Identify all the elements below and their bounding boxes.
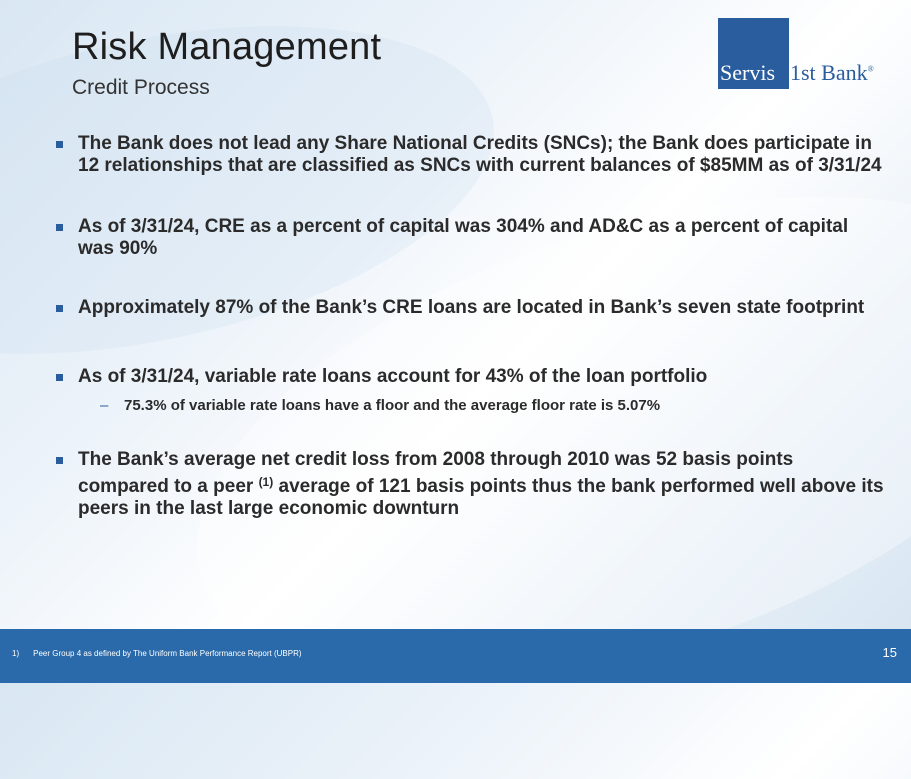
page-subtitle: Credit Process: [72, 76, 210, 99]
footnote-text: Peer Group 4 as defined by The Uniform Bank Performance Report (UBPR): [33, 649, 302, 658]
logo-text: [790, 60, 874, 89]
dash-marker: –: [100, 397, 109, 414]
bullet-text: As of 3/31/24, variable rate loans account for 43% of the loan portfolio: [78, 366, 708, 387]
bullet-item-variable-rate: [54, 366, 884, 416]
logo-box: [718, 18, 789, 89]
sub-bullet-text: 75.3% of variable rate loans have a floor and the average floor rate is 5.07%: [124, 397, 661, 414]
footnote-number: 1): [12, 649, 20, 658]
bullet-text-part2: average of 121 basis points thus the bank performed well above its peers in the last large economic downturn: [78, 476, 884, 519]
bullet-item-cre-footprint: Approximately 87% of the Bank’s CRE loans are located in Bank’s seven state footprint: [54, 297, 884, 319]
footer-bar: [0, 629, 911, 683]
footnote: [12, 649, 302, 658]
bullet-text-part1: The Bank’s average net credit loss from 2008 through 2010 was 52 basis points compared to a peer: [78, 449, 794, 497]
bullet-item-sncs: The Bank does not lead any Share National Credits (SNCs); the Bank does participate in 12 relationships that are classified as SNCs with current balances of $85MM as of 3/31/24: [54, 133, 884, 177]
registered-mark: ®: [867, 64, 874, 74]
logo-rest-text: 1st Bank: [790, 60, 868, 85]
servisfirst-bank-logo: [718, 18, 874, 89]
footnote-ref: (1): [258, 475, 274, 489]
page-number: 15: [882, 645, 897, 660]
sub-bullet-floor-rate: [78, 396, 884, 416]
bullet-item-credit-loss: [54, 449, 884, 520]
bullet-item-cre-capital: As of 3/31/24, CRE as a percent of capital was 304% and AD&C as a percent of capital was 90%: [54, 216, 884, 260]
bullet-list: [54, 133, 884, 520]
page-title: Risk Management: [72, 26, 382, 68]
logo-boxed-text: Servis: [720, 60, 775, 85]
